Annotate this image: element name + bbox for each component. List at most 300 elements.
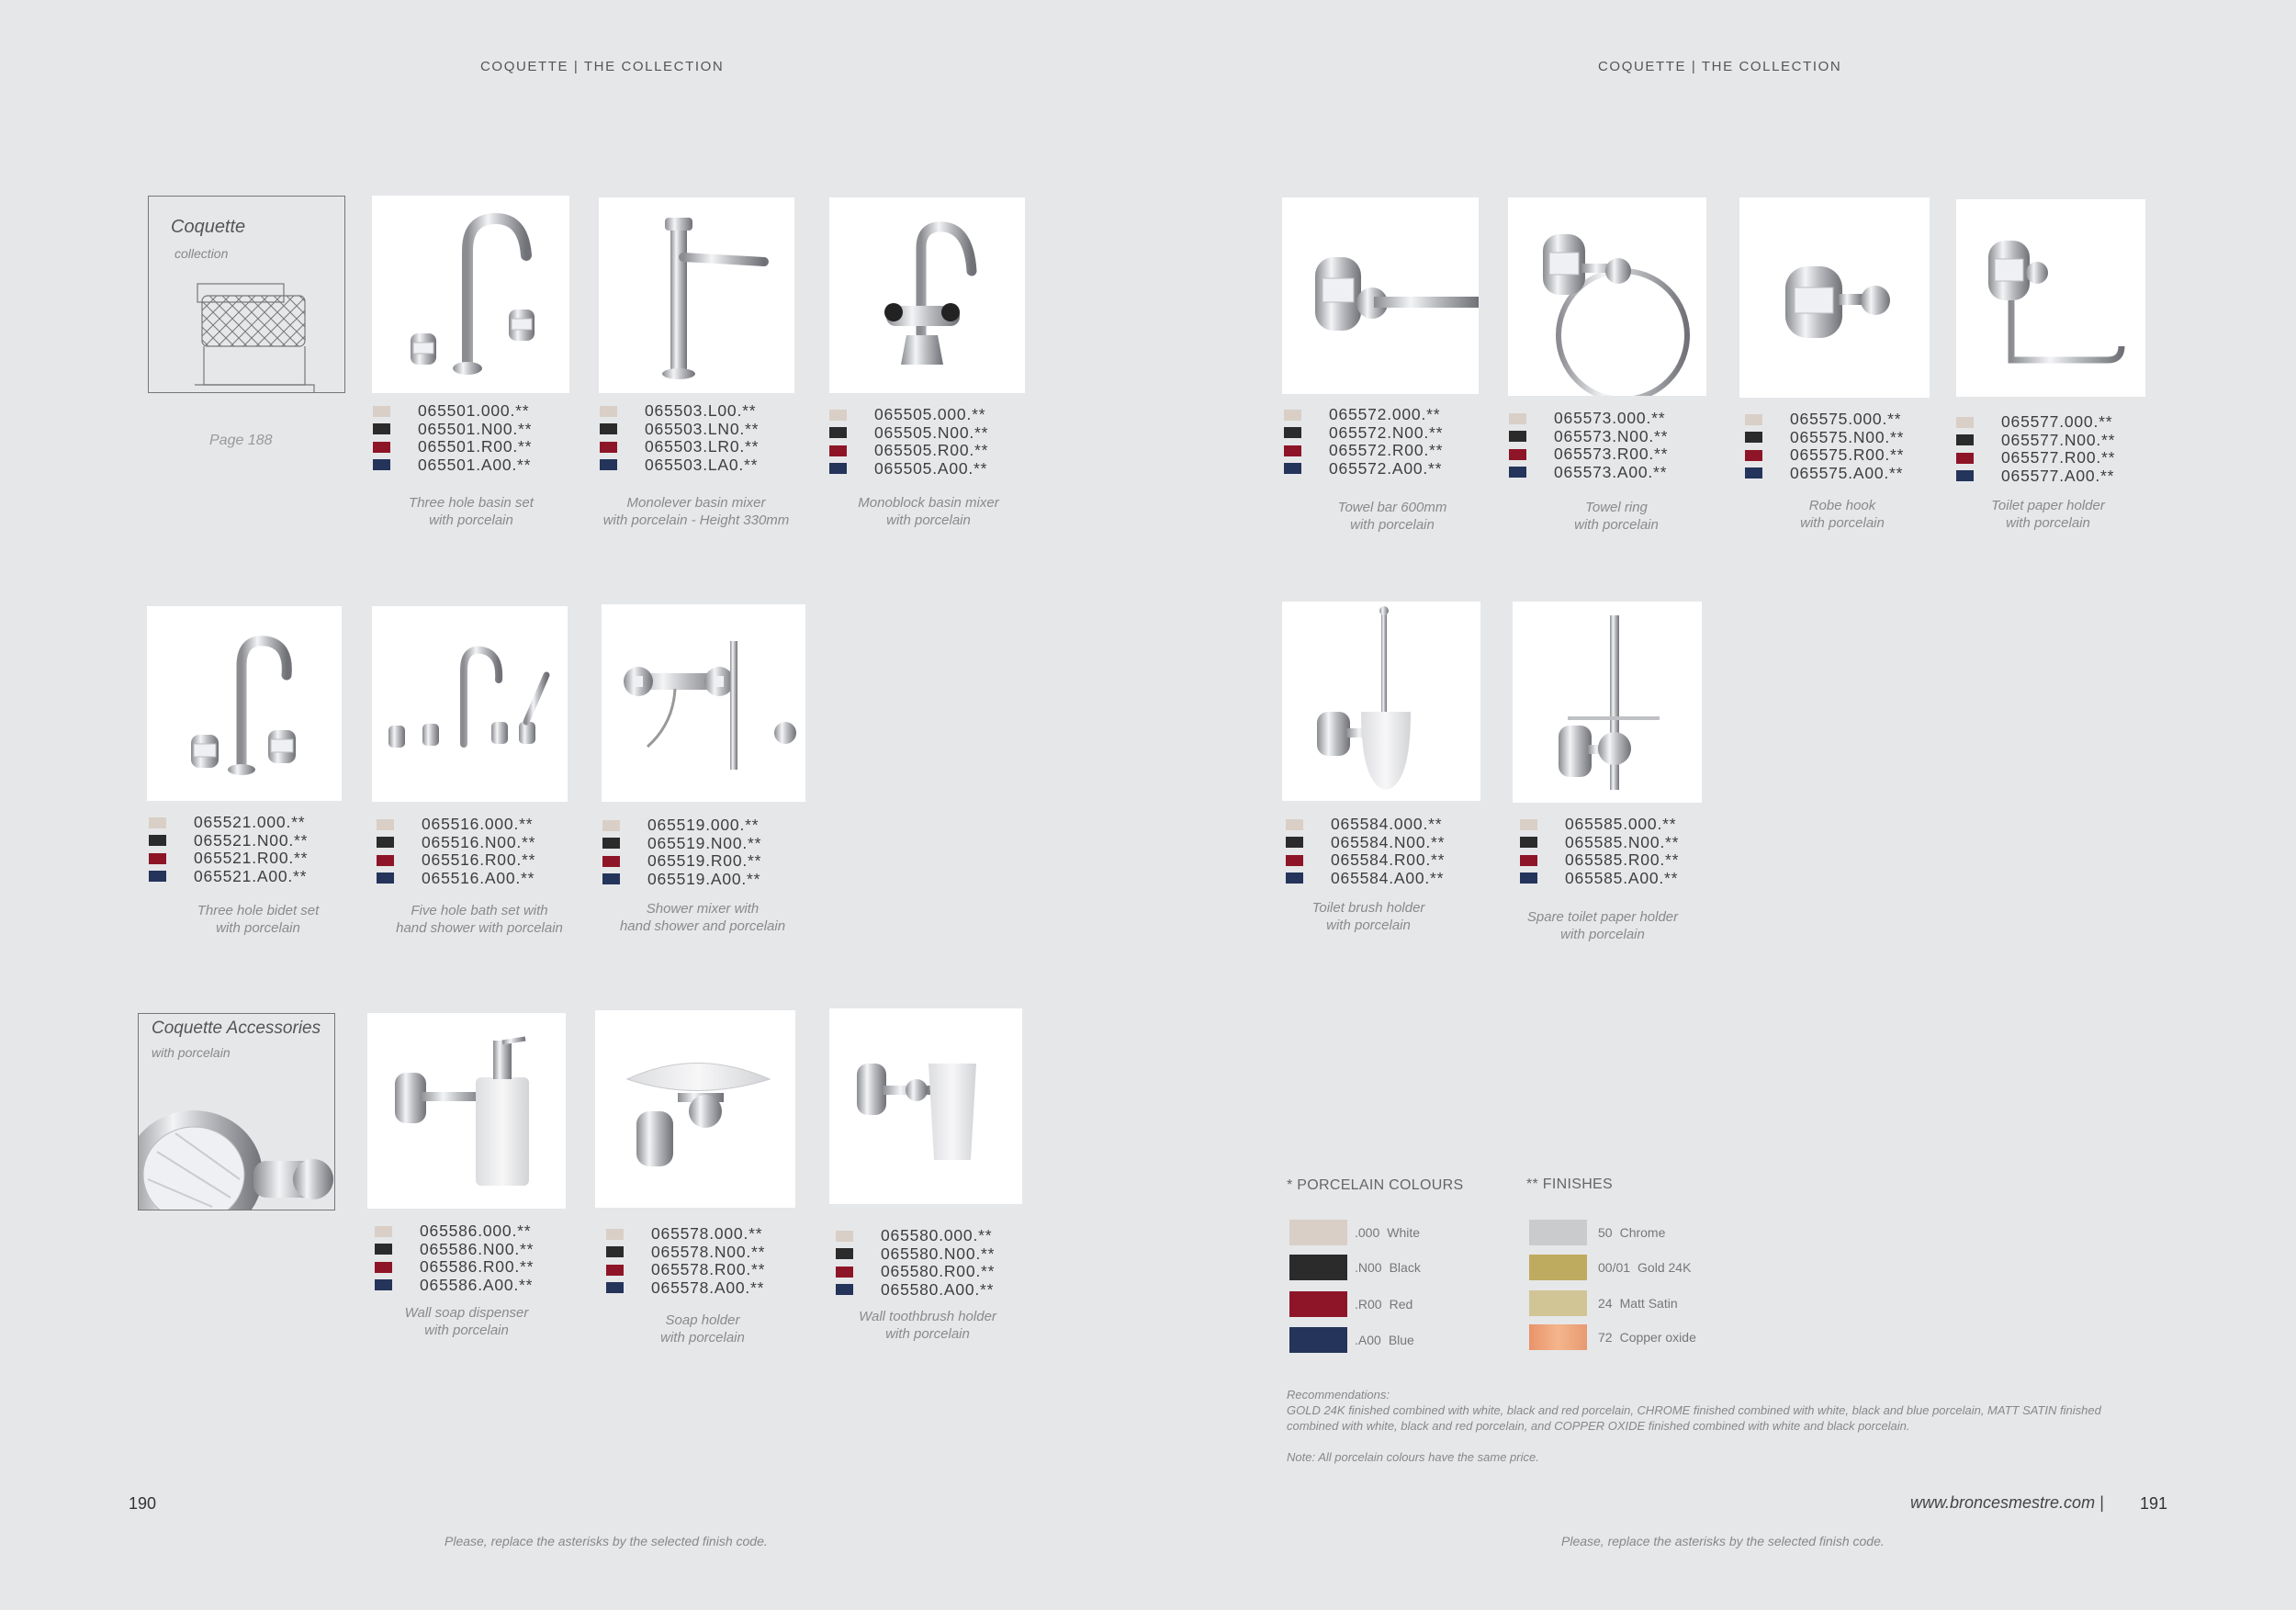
finish-code: 24: [1598, 1296, 1613, 1311]
accessories-knob-image: [139, 1014, 334, 1210]
asterisk-note-right: Please, replace the asterisks by the selected finish code.: [1561, 1534, 1885, 1548]
product-image-three-hole-bidet: [147, 606, 342, 801]
finish-item: [1529, 1324, 1696, 1350]
product-codes: [836, 1227, 1038, 1299]
product-caption: [591, 494, 802, 529]
finish-item: [1529, 1290, 1678, 1316]
caption-line: with porcelain: [1350, 517, 1435, 533]
swatch-red: [1520, 855, 1537, 866]
code-row: [377, 851, 579, 870]
product-code: 065572.R00.**: [1329, 441, 1444, 460]
asterisk-note-left: Please, replace the asterisks by the selected finish code.: [445, 1534, 768, 1548]
swatch-blue: [1520, 873, 1537, 884]
swatch-black: [1284, 427, 1301, 438]
caption-line: with porcelain: [1560, 927, 1645, 942]
product-code: 065503.LN0.**: [645, 419, 760, 438]
product-code: 065573.000.**: [1554, 409, 1666, 428]
code-row: [829, 424, 1031, 443]
swatch-white: [1509, 413, 1526, 424]
finish-swatch-matt-satin: [1529, 1290, 1587, 1316]
caption-line: Three hole bidet set: [197, 903, 320, 918]
product-code: 065519.N00.**: [647, 833, 762, 852]
code-row: [836, 1227, 1038, 1245]
porcelain-name: Black: [1389, 1260, 1421, 1275]
product-code: 065505.N00.**: [874, 422, 989, 442]
product-caption: [597, 1312, 808, 1346]
code-row: [602, 816, 805, 835]
swatch-blue: [606, 1282, 624, 1293]
code-row: [1284, 442, 1486, 460]
product-code: 065501.A00.**: [418, 455, 532, 474]
caption-line: Shower mixer with: [646, 901, 760, 917]
caption-line: with porcelain: [429, 512, 513, 528]
product-image-soap-holder: [595, 1010, 795, 1208]
porcelain-code: .000: [1355, 1225, 1380, 1240]
code-row: [829, 406, 1031, 424]
product-code: 065521.N00.**: [194, 830, 309, 850]
product-code: 065575.R00.**: [1790, 445, 1905, 465]
code-row: [1956, 413, 2158, 432]
product-image-three-hole-basin: [372, 196, 569, 393]
product-caption: [1263, 899, 1474, 934]
code-row: [377, 816, 579, 834]
code-row: [149, 868, 351, 886]
swatch-white: [373, 406, 390, 417]
code-row: [1286, 816, 1488, 834]
code-row: [602, 852, 805, 871]
code-row: [1745, 429, 1947, 447]
swatch-blue: [1286, 873, 1303, 884]
code-row: [373, 421, 575, 439]
product-code: 065572.A00.**: [1329, 458, 1443, 478]
swatch-white: [1520, 819, 1537, 830]
page-header-left: COQUETTE | THE COLLECTION: [480, 59, 725, 74]
code-row: [1286, 851, 1488, 870]
code-row: [602, 871, 805, 889]
product-code: 065578.N00.**: [651, 1242, 766, 1261]
swatch-blue: [149, 871, 166, 882]
product-code: 065584.A00.**: [1331, 868, 1445, 887]
caption-line: hand shower with porcelain: [396, 920, 563, 936]
product-code: 065580.N00.**: [881, 1244, 996, 1263]
caption-line: Five hole bath set with: [411, 903, 548, 918]
swatch-white: [602, 820, 620, 831]
swatch-white: [1286, 819, 1303, 830]
swatch-blue: [1745, 467, 1762, 478]
code-row: [606, 1244, 808, 1262]
caption-line: Robe hook: [1808, 498, 1876, 513]
product-codes: [1284, 406, 1486, 478]
code-row: [829, 442, 1031, 460]
swatch-blue: [602, 873, 620, 884]
porcelain-item: [1289, 1255, 1421, 1280]
product-code: 065573.N00.**: [1554, 426, 1669, 445]
swatch-red: [606, 1265, 624, 1276]
product-codes: [377, 816, 579, 887]
code-row: [1520, 816, 1722, 834]
finish-item: [1529, 1255, 1691, 1280]
porcelain-item: [1289, 1327, 1414, 1353]
swatch-black: [373, 423, 390, 434]
product-caption: [361, 1304, 572, 1339]
caption-line: Three hole basin set: [409, 495, 534, 511]
product-codes: [1286, 816, 1488, 887]
finish-name: Copper oxide: [1619, 1330, 1696, 1345]
product-code: 065516.A00.**: [422, 868, 535, 887]
product-codes: [602, 816, 805, 888]
code-row: [373, 456, 575, 475]
porcelain-item: [1289, 1220, 1420, 1245]
accessories-title: Coquette Accessories: [152, 1019, 321, 1038]
caption-line: Soap holder: [665, 1312, 740, 1328]
caption-line: Toilet paper holder: [1991, 498, 2105, 513]
code-row: [375, 1222, 577, 1241]
porcelain-colours-title: * PORCELAIN COLOURS: [1287, 1177, 1464, 1193]
caption-line: with porcelain - Height 330mm: [602, 512, 790, 528]
swatch-black: [1286, 837, 1303, 848]
porcelain-code: .R00: [1355, 1297, 1382, 1312]
swatch-black: [1509, 431, 1526, 442]
page-header-right: COQUETTE | THE COLLECTION: [1598, 59, 1842, 74]
porcelain-swatch-red: [1289, 1291, 1347, 1317]
finish-name: Chrome: [1619, 1225, 1666, 1240]
product-image-robe-hook: [1739, 197, 1930, 398]
product-caption: [597, 900, 808, 935]
caption-line: with porcelain: [1326, 918, 1411, 933]
swatch-blue: [373, 459, 390, 470]
product-code: 065501.000.**: [418, 401, 530, 421]
product-code: 065573.A00.**: [1554, 462, 1668, 481]
swatch-black: [836, 1248, 853, 1259]
swatch-red: [600, 442, 617, 453]
product-caption: [1737, 497, 1948, 532]
caption-line: Toilet brush holder: [1311, 900, 1425, 916]
code-row: [1286, 834, 1488, 852]
swatch-blue: [1284, 463, 1301, 474]
caption-line: with porcelain: [216, 920, 300, 936]
product-code: 065501.R00.**: [418, 437, 533, 456]
product-code: 065575.N00.**: [1790, 427, 1905, 446]
product-code: 065578.000.**: [651, 1224, 763, 1244]
product-codes: [1956, 413, 2158, 485]
finishes-title: ** FINISHES: [1526, 1177, 1613, 1192]
code-row: [1956, 449, 2158, 467]
product-code: 065572.N00.**: [1329, 422, 1444, 442]
caption-line: with porcelain: [424, 1323, 509, 1338]
code-row: [600, 421, 802, 439]
porcelain-swatch-white: [1289, 1220, 1347, 1245]
code-row: [1520, 834, 1722, 852]
product-code: 065586.A00.**: [420, 1275, 534, 1294]
swatch-white: [600, 406, 617, 417]
code-row: [1284, 406, 1486, 424]
caption-line: Towel ring: [1585, 500, 1648, 515]
porcelain-name: Blue: [1388, 1333, 1414, 1347]
product-code: 065503.LA0.**: [645, 455, 759, 474]
code-row: [373, 438, 575, 456]
product-code: 065516.R00.**: [422, 850, 536, 870]
product-code: 065503.LR0.**: [645, 437, 760, 456]
product-code: 065521.A00.**: [194, 866, 308, 885]
swatch-black: [1745, 432, 1762, 443]
product-code: 065505.A00.**: [874, 458, 988, 478]
swatch-red: [1284, 445, 1301, 456]
product-image-spare-paper-holder: [1513, 602, 1702, 803]
product-code: 065585.N00.**: [1565, 832, 1680, 851]
product-code: 065516.000.**: [422, 815, 534, 834]
product-code: 065519.000.**: [647, 816, 760, 835]
code-row: [836, 1281, 1038, 1300]
product-code: 065516.N00.**: [422, 832, 536, 851]
caption-line: Wall soap dispenser: [404, 1305, 529, 1321]
swatch-white: [829, 410, 847, 421]
product-caption: [366, 494, 577, 529]
product-code: 065575.A00.**: [1790, 463, 1904, 482]
porcelain-item: [1289, 1291, 1412, 1317]
product-code: 065577.R00.**: [2001, 448, 2116, 467]
recommendations-title: Recommendations:: [1287, 1388, 1390, 1402]
porcelain-swatch-black: [1289, 1255, 1347, 1280]
caption-line: Wall toothbrush holder: [859, 1309, 996, 1324]
caption-line: Spare toilet paper holder: [1526, 909, 1679, 925]
caption-line: with porcelain: [1574, 517, 1659, 533]
product-code: 065577.000.**: [2001, 412, 2113, 432]
product-codes: [375, 1222, 577, 1294]
website-link[interactable]: www.broncesmestre.com |: [1910, 1493, 2104, 1512]
swatch-black: [602, 838, 620, 849]
product-code: 065580.A00.**: [881, 1279, 995, 1299]
code-row: [1956, 467, 2158, 486]
code-row: [375, 1258, 577, 1277]
product-code: 065572.000.**: [1329, 405, 1441, 424]
accessories-subtitle: with porcelain: [152, 1045, 231, 1060]
swatch-red: [829, 445, 847, 456]
code-row: [1745, 446, 1947, 465]
swatch-red: [1509, 449, 1526, 460]
finish-name: Matt Satin: [1619, 1296, 1678, 1311]
product-code: 065503.L00.**: [645, 401, 757, 421]
code-row: [602, 835, 805, 853]
code-row: [606, 1279, 808, 1298]
product-image-five-hole-bath: [372, 606, 568, 802]
swatch-blue: [377, 873, 394, 884]
swatch-black: [1956, 434, 1974, 445]
product-code: 065584.R00.**: [1331, 850, 1446, 870]
swatch-white: [149, 817, 166, 828]
code-row: [373, 402, 575, 421]
product-image-monolever-basin: [599, 197, 794, 393]
product-image-towel-bar: [1282, 197, 1479, 394]
code-row: [1520, 870, 1722, 888]
code-row: [377, 834, 579, 852]
finish-name: Gold 24K: [1638, 1260, 1692, 1275]
product-image-shower-mixer: [602, 604, 805, 802]
product-code: 065519.A00.**: [647, 869, 761, 888]
code-row: [1286, 870, 1488, 888]
code-row: [606, 1261, 808, 1279]
product-codes: [149, 814, 351, 885]
swatch-black: [377, 837, 394, 848]
porcelain-swatch-blue: [1289, 1327, 1347, 1353]
swatch-red: [377, 855, 394, 866]
code-row: [1745, 411, 1947, 429]
swatch-red: [375, 1262, 392, 1273]
porcelain-code: .N00: [1355, 1260, 1382, 1275]
code-row: [829, 460, 1031, 478]
product-image-towel-ring: [1508, 197, 1706, 396]
porcelain-code: .A00: [1355, 1333, 1381, 1347]
recommendations-line: GOLD 24K finished combined with white, black and red porcelain, CHROME finished combined with white, black and blue porcelain, MATT SATIN finished: [1287, 1403, 2101, 1417]
swatch-black: [375, 1244, 392, 1255]
swatch-white: [1956, 417, 1974, 428]
product-caption: [152, 902, 364, 937]
collection-title: Coquette: [171, 217, 246, 237]
product-code: 065501.N00.**: [418, 419, 533, 438]
swatch-black: [600, 423, 617, 434]
code-row: [377, 870, 579, 888]
product-code: 065578.R00.**: [651, 1260, 766, 1279]
product-code: 065519.R00.**: [647, 851, 762, 871]
product-code: 065584.000.**: [1331, 815, 1443, 834]
caption-line: Monoblock basin mixer: [858, 495, 999, 511]
product-code: 065521.000.**: [194, 813, 306, 832]
product-caption: [1511, 499, 1722, 534]
product-codes: [373, 402, 575, 474]
swatch-white: [606, 1229, 624, 1240]
caption-line: Monolever basin mixer: [626, 495, 766, 511]
product-code: 065577.A00.**: [2001, 466, 2115, 485]
product-caption: [374, 902, 585, 937]
finish-swatch-gold: [1529, 1255, 1587, 1280]
swatch-black: [606, 1246, 624, 1257]
code-row: [1956, 432, 2158, 450]
product-codes: [600, 402, 802, 474]
code-row: [600, 402, 802, 421]
finish-swatch-chrome: [1529, 1220, 1587, 1245]
product-image-monoblock-basin: [829, 197, 1025, 393]
product-caption: [822, 1308, 1033, 1343]
swatch-blue: [375, 1279, 392, 1290]
swatch-red: [602, 856, 620, 867]
product-code: 065573.R00.**: [1554, 445, 1669, 464]
porcelain-name: Red: [1389, 1297, 1413, 1312]
code-row: [149, 814, 351, 832]
caption-line: with porcelain: [886, 512, 971, 528]
swatch-blue: [1509, 467, 1526, 478]
caption-line: hand shower and porcelain: [619, 918, 786, 934]
swatch-red: [1745, 450, 1762, 461]
product-code: 065585.A00.**: [1565, 868, 1679, 887]
swatch-red: [373, 442, 390, 453]
collection-subtitle: collection: [174, 246, 229, 261]
product-code: 065580.000.**: [881, 1226, 993, 1245]
code-row: [1509, 445, 1711, 464]
swatch-black: [149, 835, 166, 846]
page-number-right: 191: [2140, 1494, 2168, 1513]
code-row: [1284, 460, 1486, 478]
product-code: 065586.000.**: [420, 1222, 532, 1241]
product-codes: [829, 406, 1031, 478]
finish-item: [1529, 1220, 1665, 1245]
swatch-red: [1956, 453, 1974, 464]
swatch-red: [1286, 855, 1303, 866]
product-code: 065585.000.**: [1565, 815, 1677, 834]
product-codes: [1509, 410, 1711, 481]
code-row: [600, 438, 802, 456]
swatch-blue: [836, 1284, 853, 1295]
caption-line: with porcelain: [1800, 515, 1885, 531]
code-row: [1509, 464, 1711, 482]
product-code: 065575.000.**: [1790, 410, 1902, 429]
swatch-white: [1284, 410, 1301, 421]
product-image-toilet-brush-holder: [1282, 602, 1480, 801]
swatch-black: [829, 427, 847, 438]
code-row: [1509, 410, 1711, 428]
swatch-red: [149, 853, 166, 864]
product-codes: [1520, 816, 1722, 887]
code-row: [1745, 465, 1947, 483]
recommendations: [1287, 1387, 2205, 1465]
caption-line: with porcelain: [660, 1330, 745, 1345]
code-row: [836, 1263, 1038, 1281]
product-image-toothbrush-holder: [829, 1008, 1022, 1204]
caption-line: Towel bar 600mm: [1337, 500, 1447, 515]
product-codes: [1745, 411, 1947, 482]
accessories-cover-box: [138, 1013, 335, 1210]
collection-page-ref: Page 188: [209, 433, 273, 448]
product-caption: [823, 494, 1034, 529]
caption-line: with porcelain: [2006, 515, 2090, 531]
code-row: [1284, 424, 1486, 443]
swatch-white: [836, 1231, 853, 1242]
swatch-blue: [1956, 470, 1974, 481]
code-row: [149, 832, 351, 850]
code-row: [1520, 851, 1722, 870]
swatch-blue: [600, 459, 617, 470]
product-caption: [1287, 499, 1498, 534]
finish-code: 00/01: [1598, 1260, 1631, 1275]
product-code: 065577.N00.**: [2001, 430, 2116, 449]
product-code: 065578.A00.**: [651, 1278, 765, 1297]
swatch-white: [1745, 414, 1762, 425]
product-code: 065580.R00.**: [881, 1262, 996, 1281]
product-codes: [606, 1225, 808, 1297]
swatch-white: [375, 1226, 392, 1237]
finish-code: 72: [1598, 1330, 1613, 1345]
product-caption: [1942, 497, 2154, 532]
swatch-black: [1520, 837, 1537, 848]
collection-cover-box: [148, 196, 345, 393]
code-row: [600, 456, 802, 475]
page-number-left: 190: [129, 1494, 157, 1513]
product-code: 065586.N00.**: [420, 1239, 535, 1258]
code-row: [836, 1245, 1038, 1264]
swatch-white: [377, 819, 394, 830]
code-row: [149, 850, 351, 868]
finish-swatch-copper: [1529, 1324, 1587, 1350]
product-code: 065521.R00.**: [194, 849, 309, 868]
product-caption: [1497, 908, 1708, 943]
porcelain-name: White: [1387, 1225, 1421, 1240]
product-code: 065505.R00.**: [874, 441, 989, 460]
code-row: [606, 1225, 808, 1244]
code-row: [1509, 428, 1711, 446]
product-code: 065505.000.**: [874, 405, 986, 424]
product-code: 065584.N00.**: [1331, 832, 1446, 851]
recommendations-line: combined with white, black and red porcelain, and COPPER OXIDE finished combined with white and black porcelain.: [1287, 1419, 1910, 1433]
price-note: Note: All porcelain colours have the same price.: [1287, 1450, 1539, 1464]
code-row: [375, 1277, 577, 1295]
